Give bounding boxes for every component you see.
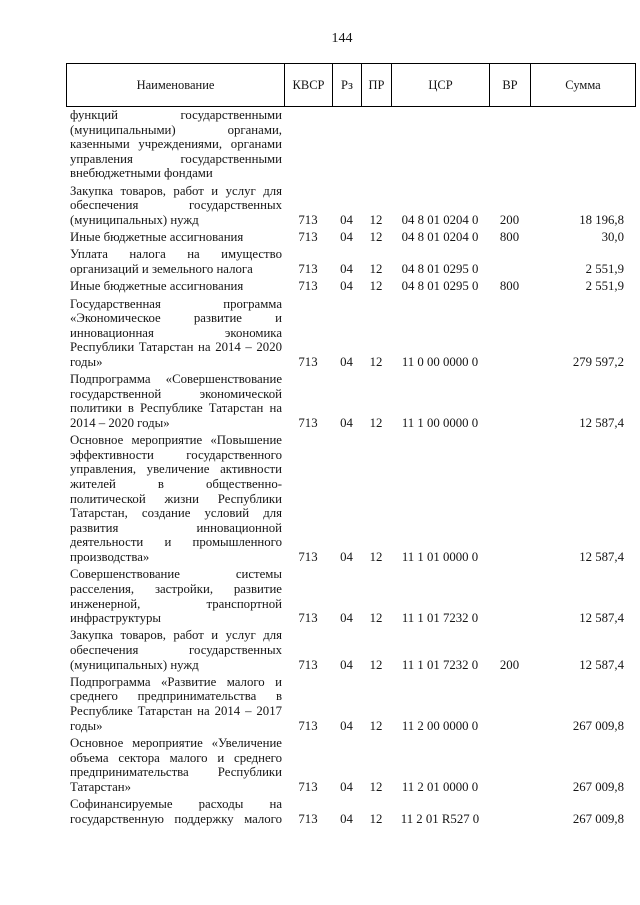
row-name <box>66 184 284 228</box>
kvsr-cell: 713 <box>298 212 318 227</box>
sum-cell: 12 587,4 <box>579 550 624 565</box>
row-name-line: (муниципальных) нужд <box>70 212 199 227</box>
row-name-line: производства» <box>70 550 150 565</box>
header-pr: ПР <box>361 64 391 106</box>
pr-cell: 12 <box>369 279 383 294</box>
row-name-line: Республике Татарстан на 2014 – 2017 <box>70 704 282 719</box>
row-name-line: эффективности государственного <box>70 447 282 462</box>
sum-cell: 267 009,8 <box>572 811 624 826</box>
table-row <box>66 279 636 296</box>
row-name-line: Татарстан, создание условий для <box>70 506 282 521</box>
row-name-line: (муниципальных) нужд <box>70 657 199 672</box>
row-name-line: Основное мероприятие «Увеличение <box>70 735 282 750</box>
table-header <box>66 63 636 107</box>
sum-cell: 30,0 <box>601 230 624 245</box>
kvsr-cell: 713 <box>298 657 318 672</box>
vr-cell: 200 <box>499 212 520 227</box>
sum-cell: 18 196,8 <box>579 212 624 227</box>
row-name-line: развития инновационной <box>70 520 282 535</box>
kvsr-cell: 713 <box>298 718 318 733</box>
rz-cell: 04 <box>340 657 353 672</box>
kvsr-cell: 713 <box>298 354 318 369</box>
table-row <box>66 797 636 829</box>
rz-cell: 04 <box>340 718 353 733</box>
kvsr-cell: 713 <box>298 230 318 245</box>
row-name-line: государственную поддержку малого <box>70 811 282 826</box>
vr-cell: 800 <box>499 230 520 245</box>
rz-cell: 04 <box>340 279 353 294</box>
row-name-line: Республики Татарстан на 2014 – 2020 <box>70 340 282 355</box>
pr-cell: 12 <box>369 212 383 227</box>
row-name-line: Татарстан» <box>70 779 132 794</box>
csr-cell: 11 2 01 0000 0 <box>401 779 479 794</box>
csr-cell: 11 1 00 0000 0 <box>401 416 479 430</box>
table-row <box>66 675 636 736</box>
csr-cell: 04 8 01 0295 0 <box>401 279 479 294</box>
pr-cell: 12 <box>369 811 383 826</box>
row-name <box>66 797 284 826</box>
kvsr-cell: 713 <box>298 779 318 794</box>
row-name <box>66 628 284 672</box>
row-name-line: государственной экономической <box>70 386 282 401</box>
csr-cell: 04 8 01 0295 0 <box>401 262 479 276</box>
sum-cell: 2 551,9 <box>585 262 624 276</box>
sum-cell: 267 009,8 <box>572 718 624 733</box>
pr-cell: 12 <box>369 657 383 672</box>
sum-cell: 12 587,4 <box>579 611 624 626</box>
kvsr-cell: 713 <box>298 279 318 294</box>
row-name-line: инфраструктуры <box>70 611 161 626</box>
row-name-line: казенными учреждениями, органами <box>70 137 282 152</box>
pr-cell: 12 <box>369 416 383 430</box>
row-name <box>66 297 284 370</box>
csr-cell: 11 0 00 0000 0 <box>401 354 479 369</box>
rz-cell: 04 <box>340 354 353 369</box>
sum-cell: 279 597,2 <box>572 354 624 369</box>
row-name-line: расселения, застройки, развитие <box>70 581 282 596</box>
row-name <box>66 736 284 794</box>
row-name-line: внебюджетными фондами <box>70 166 213 181</box>
csr-cell: 11 1 01 7232 0 <box>401 611 479 626</box>
table-row <box>66 297 636 373</box>
row-name-line: годы» <box>70 718 103 733</box>
row-name-line: политики в Республике Татарстан на <box>70 401 282 416</box>
row-name-line: инженерной, транспортной <box>70 596 282 611</box>
csr-cell: 11 1 01 0000 0 <box>401 550 479 565</box>
pr-cell: 12 <box>369 230 383 245</box>
sum-cell: 12 587,4 <box>579 416 624 430</box>
row-name-line: предпринимательства Республики <box>70 765 282 780</box>
kvsr-cell: 713 <box>298 611 318 626</box>
sum-cell: 2 551,9 <box>585 279 624 294</box>
row-name <box>66 372 284 430</box>
row-name-line: управления, увеличение активности <box>70 462 282 477</box>
pr-cell: 12 <box>369 262 383 276</box>
row-name-line: Иные бюджетные ассигнования <box>70 279 244 294</box>
row-name-line: политической жизни Республики <box>70 491 282 506</box>
row-name-line: Иные бюджетные ассигнования <box>70 230 244 245</box>
csr-cell: 11 1 01 7232 0 <box>401 657 479 672</box>
row-name-line: обеспечения государственных <box>70 642 282 657</box>
header-vr: ВР <box>489 64 530 106</box>
row-name <box>66 108 284 181</box>
table-row <box>66 736 636 797</box>
row-name <box>66 247 284 276</box>
row-name-line: организаций и земельного налога <box>70 262 253 276</box>
row-name-line: 2014 – 2020 годы» <box>70 416 170 430</box>
row-name <box>66 567 284 625</box>
sum-cell: 267 009,8 <box>572 779 624 794</box>
table-row <box>66 372 636 433</box>
header-rz: Рз <box>332 64 361 106</box>
rz-cell: 04 <box>340 416 353 430</box>
table-row <box>66 230 636 247</box>
page-number: 144 <box>331 31 353 46</box>
row-name <box>66 433 284 564</box>
row-name-line: Государственная программа <box>70 296 282 311</box>
rz-cell: 04 <box>340 262 353 276</box>
rz-cell: 04 <box>340 230 353 245</box>
table-row <box>66 247 636 279</box>
csr-cell: 04 8 01 0204 0 <box>401 230 479 245</box>
vr-cell: 200 <box>499 657 520 672</box>
kvsr-cell: 713 <box>298 416 318 430</box>
row-name-line: жителей в общественно- <box>70 477 282 492</box>
row-name-line: функций государственными <box>70 108 282 122</box>
kvsr-cell: 713 <box>298 550 318 565</box>
pr-cell: 12 <box>369 779 383 794</box>
row-name-line: объема сектора малого и среднего <box>70 750 282 765</box>
rz-cell: 04 <box>340 779 353 794</box>
row-name-line: Подпрограмма «Развитие малого и <box>70 674 282 689</box>
table-row <box>66 628 636 674</box>
row-name <box>66 230 284 245</box>
kvsr-cell: 713 <box>298 811 318 826</box>
row-name-line: среднего предпринимательства в <box>70 689 282 704</box>
header-sum: Сумма <box>530 64 635 106</box>
rz-cell: 04 <box>340 550 353 565</box>
row-name-line: «Экономическое развитие и <box>70 311 282 326</box>
rz-cell: 04 <box>340 611 353 626</box>
row-name-line: управления государственными <box>70 151 282 166</box>
vr-cell: 800 <box>499 279 520 294</box>
row-name <box>66 279 284 294</box>
csr-cell: 11 2 00 0000 0 <box>401 718 479 733</box>
rz-cell: 04 <box>340 811 353 826</box>
row-name-line: Софинансируемые расходы на <box>70 796 282 811</box>
pr-cell: 12 <box>369 550 383 565</box>
row-name-line: Закупка товаров, работ и услуг для <box>70 183 282 198</box>
row-name-line: Совершенствование системы <box>70 567 282 582</box>
row-name-line: Подпрограмма «Совершенствование <box>70 372 282 387</box>
table-row <box>66 184 636 230</box>
row-name-line: деятельности и промышленного <box>70 535 282 550</box>
rz-cell: 04 <box>340 212 353 227</box>
row-name-line: (муниципальными) органами, <box>70 122 282 137</box>
table-row <box>66 567 636 628</box>
row-name-line: Уплата налога на имущество <box>70 247 282 262</box>
pr-cell: 12 <box>369 354 383 369</box>
row-name-line: годы» <box>70 354 103 369</box>
header-name: Наименование <box>136 77 215 92</box>
budget-table <box>66 63 636 829</box>
pr-cell: 12 <box>369 611 383 626</box>
row-name-line: Основное мероприятие «Повышение <box>70 433 282 448</box>
header-csr: ЦСР <box>391 64 489 106</box>
header-kvsr: КВСР <box>284 64 332 106</box>
table-body <box>66 107 636 829</box>
row-name <box>66 675 284 733</box>
row-name-line: Закупка товаров, работ и услуг для <box>70 628 282 643</box>
pr-cell: 12 <box>369 718 383 733</box>
csr-cell: 11 2 01 R527 0 <box>400 811 480 826</box>
csr-cell: 04 8 01 0204 0 <box>401 212 479 227</box>
row-name-line: инновационная экономика <box>70 325 282 340</box>
table-row <box>66 108 636 184</box>
sum-cell: 12 587,4 <box>579 657 624 672</box>
kvsr-cell: 713 <box>298 262 318 276</box>
row-name-line: обеспечения государственных <box>70 198 282 213</box>
table-row <box>66 433 636 567</box>
